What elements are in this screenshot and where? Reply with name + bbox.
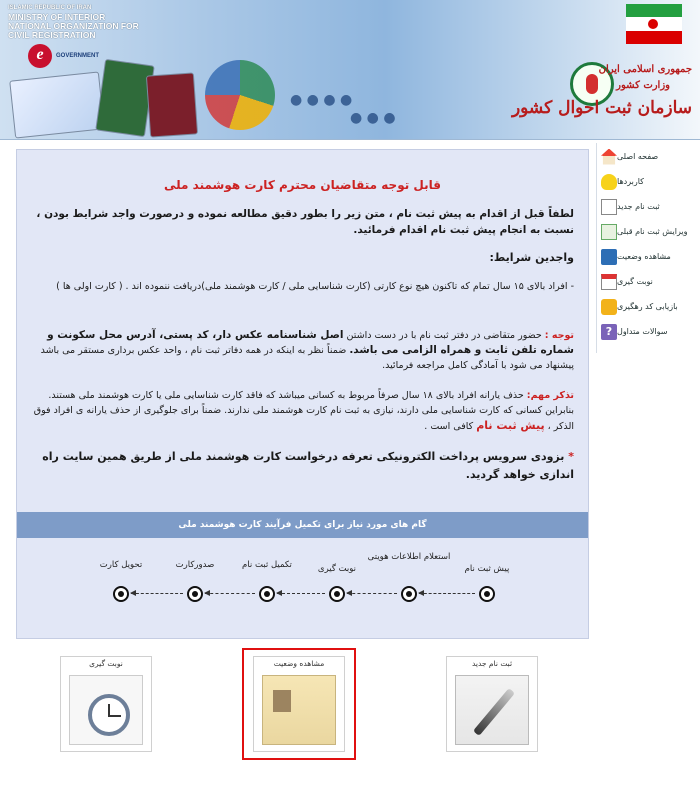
step-label: استعلام اطلاعات هویتی <box>367 552 451 562</box>
note-text: ضمناً نظر به اینکه در همه دفاتر ثبت نام ، واحد عکس برداری مستقر می باشد پیشنهاد می شود با آمادگی کامل مراجعه فرمائید. <box>40 345 574 371</box>
page-title: قابل توجه متقاضیان محترم کارت هوشمند ملی <box>164 178 441 192</box>
title-line: MINISTRY OF INTERIOR <box>8 12 106 22</box>
sidebar-item-label: ثبت نام جدید <box>617 202 660 211</box>
sidebar-menu <box>596 143 696 353</box>
sidebar-item-label: سوالات متداول <box>617 327 668 336</box>
selection-highlight <box>242 648 356 760</box>
sidebar-item-recover-code[interactable] <box>597 294 696 319</box>
view-icon <box>601 249 617 265</box>
bulb-icon <box>601 174 617 190</box>
new-registration-tile[interactable] <box>446 656 538 752</box>
step-label: پیش ثبت نام <box>464 564 510 574</box>
step-marker <box>259 586 275 602</box>
note-label: توجه : <box>544 330 574 341</box>
conditions-heading: واجدین شرایط: <box>489 251 574 264</box>
passport-image <box>95 59 155 137</box>
calendar-icon <box>601 274 617 290</box>
intro-text: لطفاً قبل از اقدام به پیش ثبت نام ، متن زیر را بطور دقیق مطالعه نموده و درصورت واجد شرایط بودن ، نسبت به انجام پیش ثبت نام اقدام فرمائید. <box>36 208 574 236</box>
step-marker <box>113 586 129 602</box>
process-steps <box>17 546 588 616</box>
tile-label: ثبت نام جدید <box>471 659 513 668</box>
reminder-paragraph <box>30 388 574 434</box>
people-graphic: ● ● ● <box>350 110 396 126</box>
step-label: تکمیل ثبت نام <box>242 560 292 570</box>
note-bold-text: اصل شناسنامه عکس دار، کد پستی، آدرس محل سکونت و شماره تلفن ثابت و همراه الزامی می باشد. <box>47 329 574 356</box>
reminder-text: حذف یارانه افراد بالای ۱۸ سال صرفاً مربوط به کسانی میباشد که فاقد کارت شناسایی ملی یا کارت هوشمند ملی هستند. بنابراین کسانی که کارت شناسایی ملی دارند، نیازی به ثبت نام کارت هوشمند ملی ندارند. ضمناً برای جلوگیری از حذف یارانه ی افراد فوق الذکر ، <box>33 390 574 432</box>
step-label: تحویل کارت <box>99 560 143 570</box>
sidebar-item-edit-registration[interactable] <box>597 219 696 244</box>
announcement-panel <box>16 149 589 639</box>
home-icon <box>601 149 617 165</box>
sidebar-item-faq[interactable] <box>597 319 696 344</box>
step-label: نوبت گیری <box>317 564 357 574</box>
tile-label: نوبت گیری <box>89 659 123 668</box>
sidebar-item-view-status[interactable] <box>597 244 696 269</box>
step-arrow <box>277 593 325 594</box>
question-icon: ? <box>601 324 617 340</box>
sidebar-item-label: بازیابی کد رهگیری <box>617 302 678 311</box>
reminder-label: تذکر مهم: <box>526 390 574 401</box>
clock-icon <box>69 675 143 745</box>
sidebar-item-home[interactable] <box>597 144 696 169</box>
sidebar-item-label: کاربردها <box>617 177 644 186</box>
e-logo-icon: e <box>28 44 52 68</box>
upcoming-service-text <box>30 448 574 484</box>
republic-label: جمهوری اسلامی ایران <box>598 64 692 75</box>
egov-label: GOVERNMENT <box>56 53 100 59</box>
id-card-image <box>9 71 105 138</box>
step-marker <box>479 586 495 602</box>
site-header <box>0 0 700 140</box>
organization-title-en <box>8 4 139 40</box>
sidebar-item-label: ویرایش ثبت نام قبلی <box>617 227 688 236</box>
form-pen-icon <box>455 675 529 745</box>
step-arrow <box>205 593 255 594</box>
step-arrow <box>131 593 183 594</box>
conditions-text: - افراد بالای ۱۵ سال تمام که تاکنون هیچ نوع کارتی (کارت شناسایی ملی / کارت هوشمند ملی)دریافت ننموده اند . ( کارت اولی ها ) <box>56 281 574 292</box>
note-text: حضور متقاضی در دفتر ثبت نام با در دست داشتن <box>343 330 545 341</box>
document-icon <box>601 199 617 215</box>
reminder-text: کافی است . <box>424 421 477 432</box>
organization-title-fa: سازمان ثبت احوال کشور <box>511 98 692 118</box>
ministry-label: وزارت کشور <box>616 80 670 91</box>
title-line: NATIONAL ORGANIZATION FOR <box>8 21 139 31</box>
passport-image <box>146 72 198 137</box>
step-marker <box>329 586 345 602</box>
sidebar-item-new-registration[interactable] <box>597 194 696 219</box>
step-arrow <box>419 593 475 594</box>
pre-registration-highlight: پیش ثبت نام <box>476 419 545 432</box>
sidebar-item-appointment[interactable] <box>597 269 696 294</box>
people-graphic: ● ● ● ● <box>290 92 353 108</box>
pie-chart-graphic <box>205 60 275 130</box>
title-line: CIVIL REGISTRATION <box>8 30 96 40</box>
step-label: صدورکارت <box>175 560 215 570</box>
step-marker <box>401 586 417 602</box>
edit-icon <box>601 224 617 240</box>
lock-icon <box>601 299 617 315</box>
sidebar-item-label: صفحه اصلی <box>617 152 659 161</box>
iran-flag-icon <box>626 4 682 44</box>
step-arrow <box>347 593 397 594</box>
upcoming-text: بزودی سرویس پرداخت الکترونیکی تعرفه درخواست کارت هوشمند ملی از طریق همین سایت راه اندازی خواهد گردید. <box>42 450 574 481</box>
title-line: ISLAMIC REPUBLIC OF IRAN <box>8 5 92 11</box>
steps-header: گام های مورد نیاز برای تکمیل فرآیند کارت هوشمند ملی <box>17 512 588 538</box>
tile-label: مشاهده وضعیت <box>273 659 325 668</box>
sidebar-item-applications[interactable] <box>597 169 696 194</box>
step-marker <box>187 586 203 602</box>
appointment-tile[interactable] <box>60 656 152 752</box>
sidebar-item-label: نوبت گیری <box>617 277 653 286</box>
note-paragraph <box>30 328 574 373</box>
sidebar-item-label: مشاهده وضعیت <box>617 252 671 261</box>
asterisk: * <box>568 450 574 463</box>
